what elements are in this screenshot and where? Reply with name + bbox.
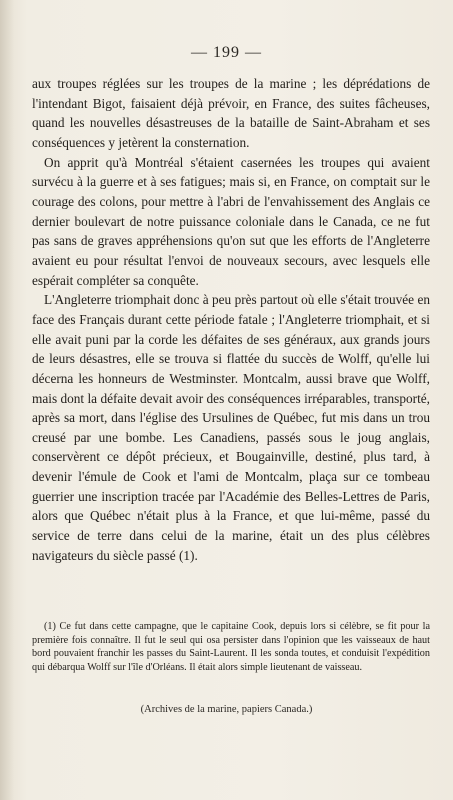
paragraph: L'Angleterre triomphait donc à peu près partout où elle s'était trouvée en face des Français durant cette période fatale ; l'Angleterre triomphait, et si elle avait puni par la corde les défaites de ses généraux, aux grands jours de leurs désastres, elle se trouva si flattée du succès de Wolff, qu'elle lui décerna les honneurs de Westminster. Montcalm, aussi brave que Wolff, mais dont la défaite devait avoir des conséquences irréparables, transporté, après sa mort, dans l'église des Ursulines de Québec, fut mis dans un trou creusé par une bombe. Les Canadiens, passés sous le joug anglais, conservèrent ce dépôt précieux, et Bougainville, destiné, plus tard, à devenir l'émule de Cook et l'ami de Montcalm, plaça sur ce tombeau guerrier une inscription tracée par l'Académie des Belles-Lettres de Paris, alors que Québec n'était plus à la France, et que lui-même, passé du service de terre dans celui de la marine, était un des plus célèbres navigateurs du siècle passé (1). (32, 292, 430, 563)
paragraph: aux troupes réglées sur les troupes de la marine ; les déprédations de l'intendant Bigot, faisaient déjà prévoir, en France, des suites fâcheuses, quand les nouvelles désastreuses de la bataille de Saint-Abraham et ses conséquences y jetèrent la consternation. (32, 76, 430, 150)
page-number: — 199 — (191, 44, 262, 61)
source-citation: (Archives de la marine, papiers Canada.) (140, 704, 313, 715)
footnote-text: (1) Ce fut dans cette campagne, que le capitaine Cook, depuis lors si célèbre, se fit pour la première fois connaître. Il fut le seul qui osa persister dans l'opinion que les vaisseaux de haut bord pouvaient franchir les passes du Saint-Laurent. Il les sonda toutes, et conduisit l'expédition qui débarqua Wolff sur l'île d'Orléans. Il était alors simple lieutenant de vaisseau. (32, 621, 430, 674)
page-gutter-shadow (0, 0, 14, 800)
paragraph: On apprit qu'à Montréal s'étaient casernées les troupes qui avaient survécu à la guerre et à ses fatigues; mais si, en France, on comptait sur le courage des colons, pour mettre à l'abri de l'envahissement des Anglais ce dernier boulevart de notre puissance coloniale dans le Canada, ce ne fut pas sans de graves appréhensions qu'on sut que les efforts de l'Angleterre avaient eu pour résultat l'envoi de nouveaux secours, avec lesquels elle espérait compléter sa conquête. (32, 154, 430, 288)
footnote (32, 620, 430, 675)
body-text (32, 74, 430, 565)
